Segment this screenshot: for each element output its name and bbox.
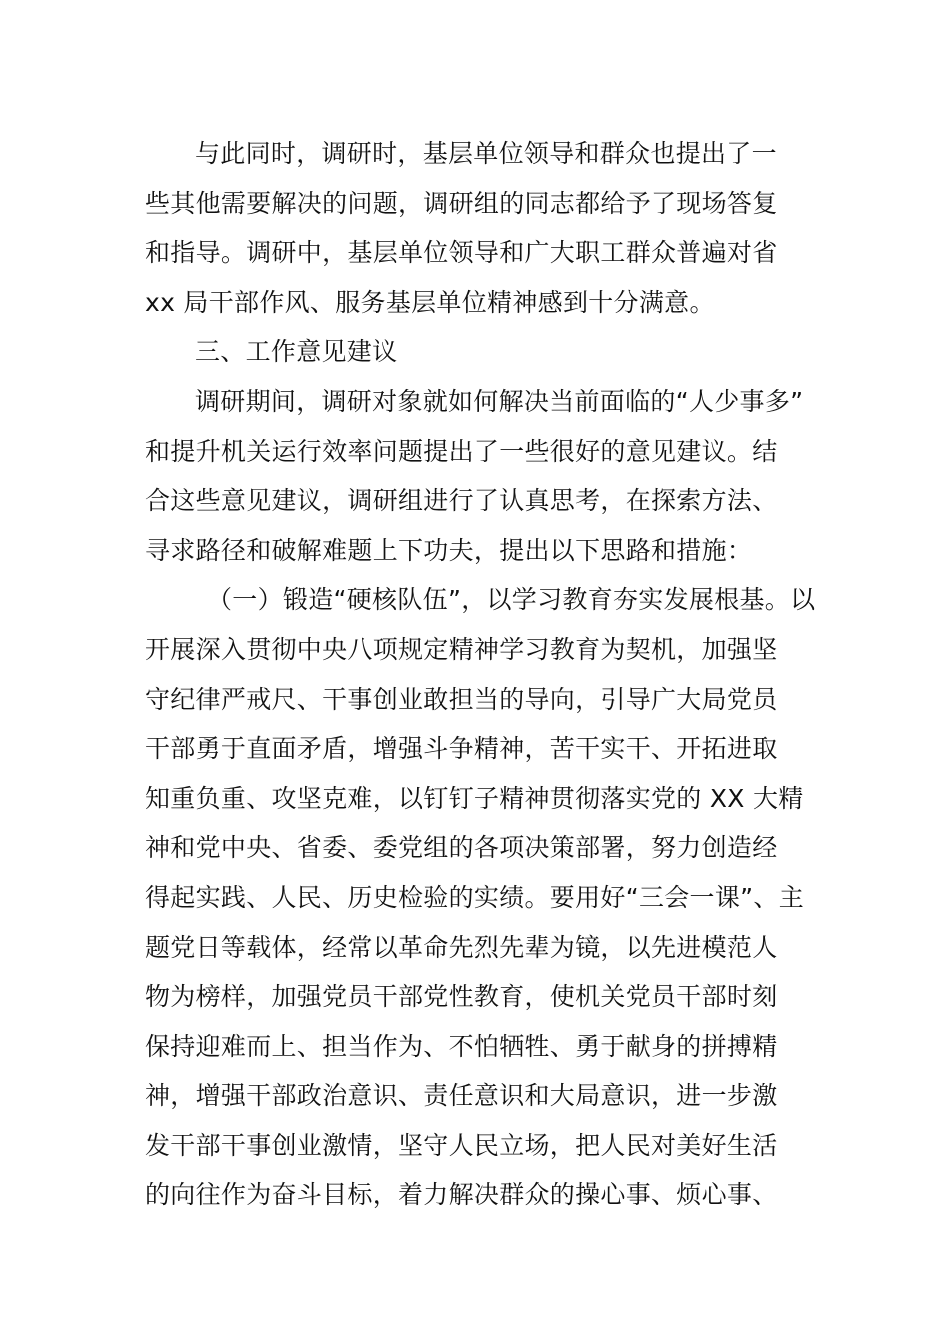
text-line: 些其他需要解决的问题，调研组的同志都给予了现场答复 (145, 188, 778, 218)
text-line: 调研期间，调研对象就如何解决当前面临的“人少事多” (195, 386, 804, 416)
text-line: 知重负重、攻坚克难，以钉钉子精神贯彻落实党的 XX 大精 (145, 783, 804, 813)
text-line: 寻求路径和破解难题上下功夫，提出以下思路和措施： (145, 535, 753, 565)
paragraph-measure-one (145, 575, 816, 1220)
text-line: 得起实践、人民、历史检验的实绩。要用好“三会一课”、主 (145, 882, 805, 912)
text-line: 发干部干事创业激情，坚守人民立场，把人民对美好生活 (145, 1130, 778, 1160)
text-line: 和指导。调研中，基层单位领导和广大职工群众普遍对省 (145, 238, 778, 268)
text-line: 题党日等载体，经常以革命先烈先辈为镜，以先进模范人 (145, 932, 778, 962)
text-line: 干部勇于直面矛盾，增强斗争精神，苦干实干、开拓进取 (145, 734, 778, 764)
heading-text: 三、工作意见建议 (195, 337, 398, 367)
document-body (145, 129, 816, 1220)
section-heading (145, 327, 808, 377)
text-line: 和提升机关运行效率问题提出了一些很好的意见建议。结 (145, 436, 778, 466)
text-line: xx 局干部作风、服务基层单位精神感到十分满意。 (145, 287, 715, 317)
text-line: 神和党中央、省委、委党组的各项决策部署，努力创造经 (145, 833, 778, 863)
text-line: 保持迎难而上、担当作为、不怕牺牲、勇于献身的拼搏精 (145, 1031, 778, 1061)
text-line: 守纪律严戒尺、干事创业敢担当的导向，引导广大局党员 (145, 684, 778, 714)
paragraph-suggestions-intro (145, 377, 808, 575)
text-line: （一）锻造“硬核队伍”，以学习教育夯实发展根基。以 (207, 585, 816, 615)
text-line: 神，增强干部政治意识、责任意识和大局意识，进一步激 (145, 1081, 778, 1111)
text-line: 物为榜样，加强党员干部党性教育，使机关党员干部时刻 (145, 982, 778, 1012)
text-line: 开展深入贯彻中央八项规定精神学习教育为契机，加强坚 (145, 634, 778, 664)
text-line: 与此同时，调研时，基层单位领导和群众也提出了一 (195, 139, 777, 168)
paragraph-feedback (145, 129, 808, 327)
text-line: 合这些意见建议，调研组进行了认真思考，在探索方法、 (145, 486, 778, 516)
text-line: 的向往作为奋斗目标，着力解决群众的操心事、烦心事、 (145, 1180, 778, 1210)
